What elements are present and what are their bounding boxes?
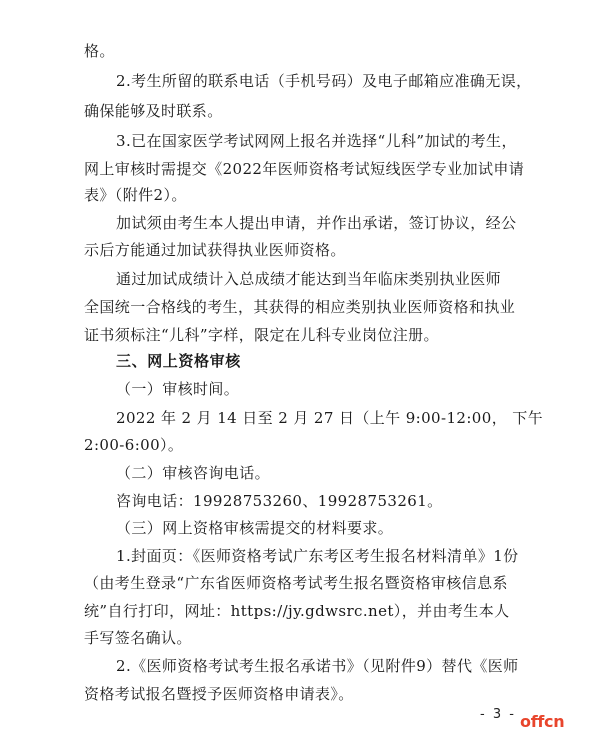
text-line: 3.已在国家医学考试网网上报名并选择“儿科”加试的考生， <box>116 132 517 150</box>
text-line: （二）审核咨询电话。 <box>116 464 271 482</box>
text-line: 格。 <box>84 42 115 60</box>
text-line: 加试须由考生本人提出申请，并作出承诺，签订协议，经公 <box>116 214 517 232</box>
text-line: （三）网上资格审核需提交的材料要求。 <box>116 519 394 537</box>
text-line: 通过加试成绩计入总成绩才能达到当年临床类别执业医师 <box>116 270 502 288</box>
section-heading: 三、网上资格审核 <box>116 352 241 370</box>
text-line: 证书须标注“儿科”字样，限定在儿科专业岗位注册。 <box>84 326 439 344</box>
text-line: 2:00-6:00）。 <box>84 436 184 454</box>
offcn-watermark-logo: offcn <box>520 712 565 731</box>
text-line: 2.考生所留的联系电话（手机号码）及电子邮箱应准确无误， <box>116 72 532 90</box>
text-line: （一）审核时间。 <box>116 380 240 398</box>
text-line: （由考生登录“广东省医师资格考试考生报名暨资格审核信息系 <box>84 574 508 592</box>
page-number: - 3 - <box>480 707 516 722</box>
text-line: 手写签名确认。 <box>84 629 192 647</box>
text-line: 网上审核时需提交《2022年医师资格考试短线医学专业加试申请 <box>84 160 525 178</box>
text-line: 资格考试报名暨授予医师资格申请表》。 <box>84 685 354 703</box>
text-line: 2.《医师资格考试考生报名承诺书》（见附件9）替代《医师 <box>116 657 519 675</box>
text-line: 2022 年 2 月 14 日至 2 月 27 日（上午 9:00-12:00， 下午 <box>116 409 544 427</box>
text-line: 确保能够及时联系。 <box>84 102 223 120</box>
text-line: 全国统一合格线的考生，其获得的相应类别执业医师资格和执业 <box>84 298 516 316</box>
text-line: 统”自行打印，网址：https://jy.gdwsrc.net），并由考生本人 <box>84 602 510 620</box>
text-line: 示后方能通过加试获得执业医师资格。 <box>84 241 346 259</box>
text-line: 表》（附件2）。 <box>84 186 187 204</box>
text-line: 咨询电话：19928753260、19928753261。 <box>116 492 443 510</box>
text-line: 1.封面页：《医师资格考试广东考区考生报名材料清单》1份 <box>116 547 519 565</box>
